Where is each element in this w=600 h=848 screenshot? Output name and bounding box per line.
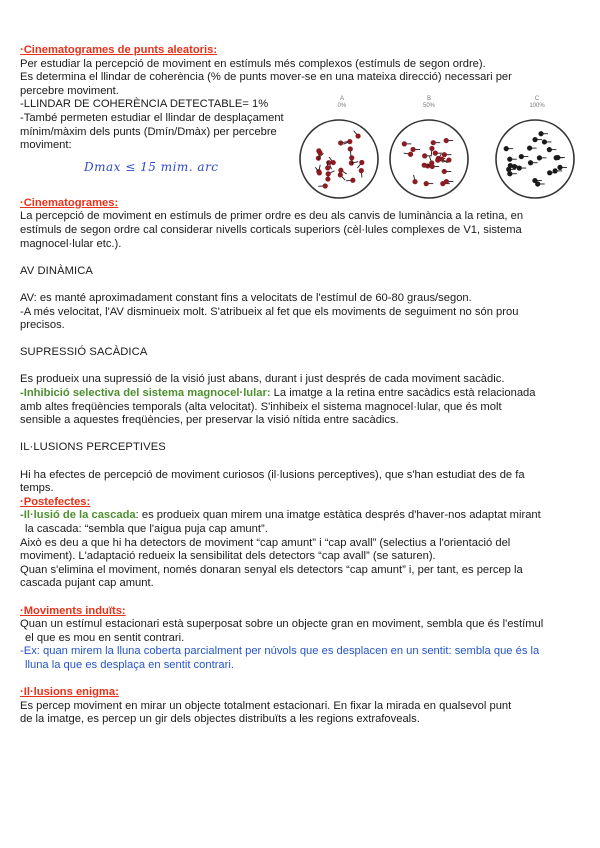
example-line: -Ex: quan mirem la lluna coberta parcialment per núvols que es desplacen en un sentit: sembla que és la: [20, 645, 540, 658]
text-line: Quan s'elimina el moviment, només donaran senyal els detectors “cap amunt” i, per tant, es percep la: [20, 563, 523, 576]
heading-cinematograms: ·Cinematogrames:: [20, 196, 119, 209]
figure-letter-a: A: [339, 96, 344, 102]
text-line: cascada pujant cap amunt.: [20, 577, 154, 590]
heading-induced-movements: ·Moviments induïts:: [20, 604, 126, 617]
text-line: Quan un estímul estacionari està superposat sobre un objecte gran en moviment, sembla que és l'estímul: [20, 618, 544, 631]
text-line: el que es mou en sentit contrari.: [25, 631, 185, 644]
text-span: : es produeix quan mirem una imatge estàtica després d'haver-nos adaptat mirant: [135, 509, 541, 522]
text-line: moviment:: [20, 139, 72, 152]
text-line: moviment). L'adaptació redueix la sensibilitat dels detectors “cap avall” (se saturen).: [20, 550, 436, 563]
figure-letter-b: B: [426, 96, 431, 102]
text-line: -A més velocitat, l'AV disminueix molt. S'atribueix al fet que els moviments de seguiment no són prou: [20, 305, 519, 318]
text-line: precisos.: [20, 319, 65, 332]
figure-pct-b: 50%: [422, 103, 435, 109]
text-span: La imatge a la retina entre sacàdics està relacionada: [270, 387, 536, 400]
text-line: amb altes freqüències temporals (alta velocitat). S'inhibeix el sistema magnocel·lular, que és molt: [20, 400, 502, 413]
text-line: -També permeten estudiar el llindar de desplaçament: [20, 111, 284, 124]
figure-pct-c: 100%: [529, 103, 545, 109]
text-line: temps.: [20, 482, 54, 495]
text-line: [20, 387, 582, 401]
text-line: magnocel·lular etc.).: [20, 237, 122, 250]
text-line: Hi ha efectes de percepció de moviment curiosos (il·lusions perceptives), que s'han estudiat des de fa: [20, 468, 525, 481]
text-line: la cascada: “sembla que l'aigua puja cap amunt”.: [25, 523, 268, 535]
text-line: La percepció de moviment en estímuls de primer ordre es deu als canvis de luminància a la retina, en: [20, 210, 524, 223]
heading-random-dot-cinematograms: ·Cinematogrames de punts aleatoris:: [20, 44, 218, 56]
text-line: percebre moviment.: [20, 84, 119, 97]
text-line: Es produeix una supressió de la visió just abans, durant i just després de cada moviment sacàdic.: [20, 373, 505, 386]
text-line: [20, 509, 582, 523]
heading-perceptual-illusions: IL·LUSIONS PERCEPTIVES: [20, 441, 166, 454]
text-line: Es determina el llindar de coherència (% de punts mover-se en una mateixa direcció) necessari per: [20, 71, 512, 84]
text-line: Per estudiar la percepció de moviment en estímuls més complexos (estímuls de segon ordre).: [20, 57, 486, 70]
text-line: de la imatge, es percep un gir dels objectes distribuïts a les regions extrafoveals.: [20, 713, 420, 726]
text-line: Es percep moviment en mirar un objecte totalment estacionari. En fixar la mirada en qualsevol punt: [20, 699, 512, 712]
highlight-waterfall-illusion: -Il·lusió de la cascada: [20, 509, 136, 522]
heading-aftereffects: ·Postefectes:: [20, 495, 91, 508]
text-line: AV: es manté aproximadament constant fins a velocitats de l'estímul de 60-80 graus/segon.: [20, 291, 472, 304]
heading-dynamic-va: AV DINÀMICA: [20, 264, 93, 277]
heading-enigma-illusions: ·Il·lusions enigma:: [20, 686, 119, 699]
handwritten-note: Dmax ≤ 15 mim. arc: [84, 160, 219, 174]
figure-pct-a: 0%: [337, 103, 347, 109]
highlight-magnocellular: -Inhibició selectiva del sistema magnocel·lular:: [20, 387, 271, 400]
text-line: Això es deu a que hi ha detectors de moviment “cap amunt” i “cap avall” (selectius a l'orientació del: [20, 536, 511, 549]
text-line: mínim/màxim dels punts (Dmín/Dmàx) per percebre: [20, 125, 277, 138]
text-line: estímuls de segon ordre cal considerar nivells corticals superiors (cèl·lules complexes de V1, sistema: [20, 223, 522, 236]
text-line: -LLINDAR DE COHERÈNCIA DETECTABLE= 1%: [20, 98, 269, 111]
figure-letter-c: C: [534, 96, 540, 102]
text-line: sensible a aquestes freqüències, per preservar la visió nítida entre sacàdics.: [20, 414, 399, 427]
heading-saccadic-suppression: SUPRESSIÓ SACÀDICA: [20, 346, 148, 359]
document-body: [20, 44, 582, 727]
example-line: lluna la que es desplaça en sentit contrari.: [25, 658, 234, 671]
